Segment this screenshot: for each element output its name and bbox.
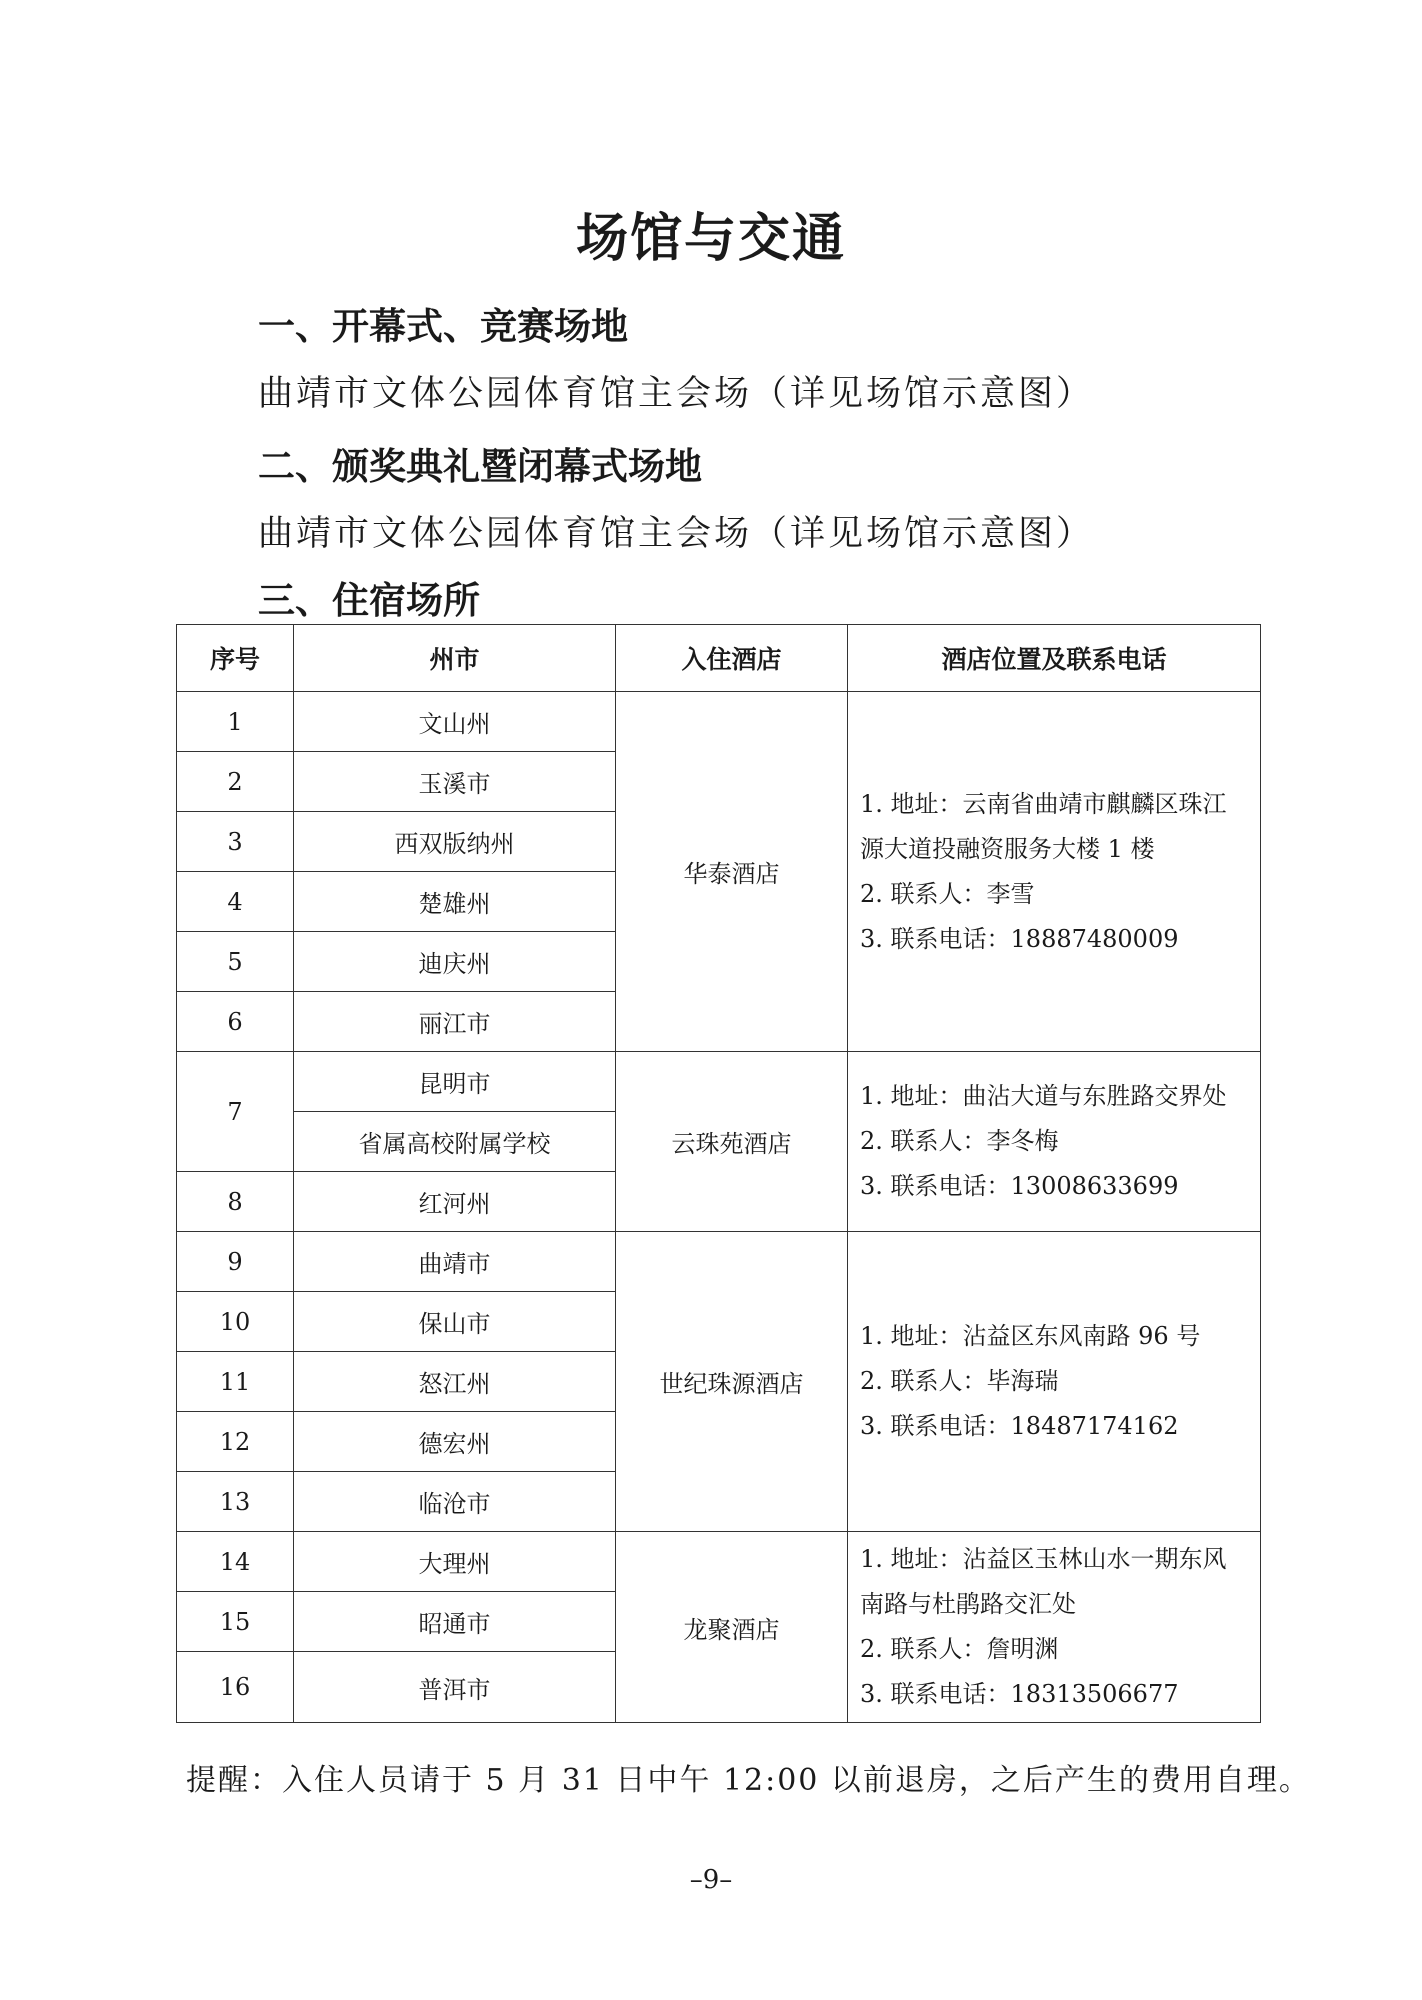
hotel-name: 云珠苑酒店 bbox=[616, 1052, 848, 1232]
hotel-info-line: 3. 联系电话：13008633699 bbox=[860, 1172, 1179, 1200]
hotel-info-line: 3. 联系电话：18887480009 bbox=[860, 924, 1179, 953]
hotel-info-line: 1. 地址：云南省曲靖市麒麟区珠江 bbox=[860, 789, 1227, 818]
row-city: 曲靖市 bbox=[294, 1232, 616, 1292]
row-city: 普洱市 bbox=[294, 1652, 616, 1723]
row-city: 德宏州 bbox=[294, 1412, 616, 1472]
row-no: 12 bbox=[177, 1412, 294, 1472]
hotel-name: 龙聚酒店 bbox=[616, 1532, 848, 1723]
hotel-info-line: 南路与杜鹃路交汇处 bbox=[860, 1590, 1076, 1618]
row-no: 13 bbox=[177, 1472, 294, 1532]
row-no: 3 bbox=[177, 812, 294, 872]
section-3-heading: 三、住宿场所 bbox=[258, 578, 480, 622]
hotel-name: 华泰酒店 bbox=[616, 692, 848, 1052]
section-2-heading: 二、颁奖典礼暨闭幕式场地 bbox=[258, 444, 702, 488]
row-city: 玉溪市 bbox=[294, 752, 616, 812]
row-no: 10 bbox=[177, 1292, 294, 1352]
row-city: 保山市 bbox=[294, 1292, 616, 1352]
section-1-heading: 一、开幕式、竞赛场地 bbox=[258, 304, 628, 348]
row-city: 文山州 bbox=[294, 692, 616, 752]
header-hotel: 入住酒店 bbox=[616, 625, 848, 692]
table-row bbox=[177, 1232, 1261, 1292]
hotel-info-line: 2. 联系人：詹明渊 bbox=[860, 1635, 1059, 1663]
row-no: 11 bbox=[177, 1352, 294, 1412]
hotel-info-line: 3. 联系电话：18487174162 bbox=[860, 1412, 1179, 1440]
row-no: 2 bbox=[177, 752, 294, 812]
row-no: 1 bbox=[177, 692, 294, 752]
row-city: 昭通市 bbox=[294, 1592, 616, 1652]
row-city: 迪庆州 bbox=[294, 932, 616, 992]
row-no: 15 bbox=[177, 1592, 294, 1652]
row-city: 省属高校附属学校 bbox=[294, 1112, 616, 1172]
page-title: 场馆与交通 bbox=[575, 208, 846, 269]
header-info: 酒店位置及联系电话 bbox=[848, 625, 1261, 692]
hotel-info-line: 2. 联系人：李雪 bbox=[860, 879, 1035, 908]
hotel-info bbox=[848, 1052, 1261, 1232]
hotel-info-line: 3. 联系电话：18313506677 bbox=[860, 1680, 1179, 1708]
table-row bbox=[177, 692, 1261, 752]
row-no: 6 bbox=[177, 992, 294, 1052]
row-city: 红河州 bbox=[294, 1172, 616, 1232]
hotel-info-line: 2. 联系人：毕海瑞 bbox=[860, 1367, 1059, 1395]
table-header-row bbox=[177, 625, 1261, 692]
row-no: 9 bbox=[177, 1232, 294, 1292]
header-no: 序号 bbox=[177, 625, 294, 692]
row-no: 4 bbox=[177, 872, 294, 932]
row-city: 怒江州 bbox=[294, 1352, 616, 1412]
hotel-info bbox=[848, 1232, 1261, 1532]
hotel-info-line: 1. 地址：沾益区玉林山水一期东风 bbox=[860, 1545, 1227, 1573]
row-no: 16 bbox=[177, 1652, 294, 1723]
table-row bbox=[177, 1532, 1261, 1592]
hotel-info-line: 2. 联系人：李冬梅 bbox=[860, 1127, 1059, 1155]
row-city: 临沧市 bbox=[294, 1472, 616, 1532]
checkout-note: 提醒：入住人员请于 5 月 31 日中午 12:00 以前退房，之后产生的费用自理。 bbox=[186, 1763, 1311, 1798]
section-2-text: 曲靖市文体公园体育馆主会场（详见场馆示意图） bbox=[258, 514, 1095, 554]
row-city: 西双版纳州 bbox=[294, 812, 616, 872]
hotel-info-line: 1. 地址：沾益区东风南路 96 号 bbox=[860, 1322, 1201, 1350]
header-city: 州市 bbox=[294, 625, 616, 692]
row-no: 5 bbox=[177, 932, 294, 992]
row-city: 大理州 bbox=[294, 1532, 616, 1592]
hotel-info bbox=[848, 692, 1261, 1052]
row-city: 丽江市 bbox=[294, 992, 616, 1052]
hotel-name: 世纪珠源酒店 bbox=[616, 1232, 848, 1532]
page-number: –9– bbox=[689, 1865, 733, 1895]
hotel-info bbox=[848, 1532, 1261, 1723]
row-no: 7 bbox=[177, 1052, 294, 1172]
table-row bbox=[177, 1052, 1261, 1112]
accommodation-table bbox=[176, 624, 1261, 1723]
row-city: 昆明市 bbox=[294, 1052, 616, 1112]
section-1-text: 曲靖市文体公园体育馆主会场（详见场馆示意图） bbox=[258, 374, 1095, 414]
row-no: 14 bbox=[177, 1532, 294, 1592]
row-no: 8 bbox=[177, 1172, 294, 1232]
row-city: 楚雄州 bbox=[294, 872, 616, 932]
hotel-info-line: 源大道投融资服务大楼 1 楼 bbox=[860, 834, 1155, 863]
hotel-info-line: 1. 地址：曲沾大道与东胜路交界处 bbox=[860, 1082, 1227, 1110]
